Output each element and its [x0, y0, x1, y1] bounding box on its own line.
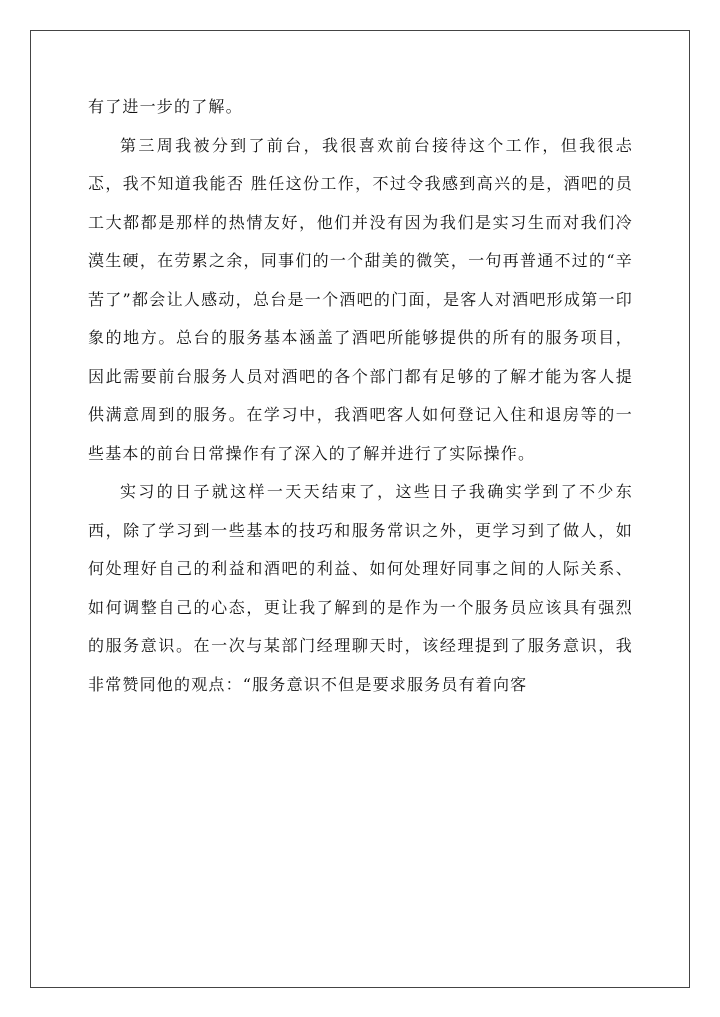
paragraph-internship-summary: 实习的日子就这样一天天结束了，这些日子我确实学到了不少东西，除了学习到一些基本的技巧和服务常识之外，更学习到了做人，如何处理好自己的利益和酒吧的利益、如何处理好同事之间的人际关系、如何调整自己的心态，更让我了解到的是作为一个服务员应该具有强烈的服务意识。在一次与某部门经理聊天时，该经理提到了服务意识，我非常赞同他的观点：“服务意识不但是要求服务员有着向客	[88, 482, 633, 694]
paragraph-front-desk: 第三周我被分到了前台，我很喜欢前台接待这个工作，但我很忐忑，我不知道我能否 胜任这份工作，不过令我感到高兴的是，酒吧的员工大都都是那样的热情友好，他们并没有因为我们是实习生而对我们冷漠生硬，在劳累之余，同事们的一个甜美的微笑，一句再普通不过的“辛苦了”都会让人感动，总台是一个酒吧的门面，是客人对酒吧形成第一印象的地方。总台的服务基本涵盖了酒吧所能够提供的所有的服务项目，因此需要前台服务人员对酒吧的各个部门都有足够的了解才能为客人提供满意周到的服务。在学习中，我酒吧客人如何登记入住和退房等的一些基本的前台日常操作有了深入的了解并进行了实际操作。	[88, 135, 633, 463]
document-body	[88, 88, 633, 704]
paragraph-continuation: 有了进一步的了解。	[88, 97, 243, 116]
